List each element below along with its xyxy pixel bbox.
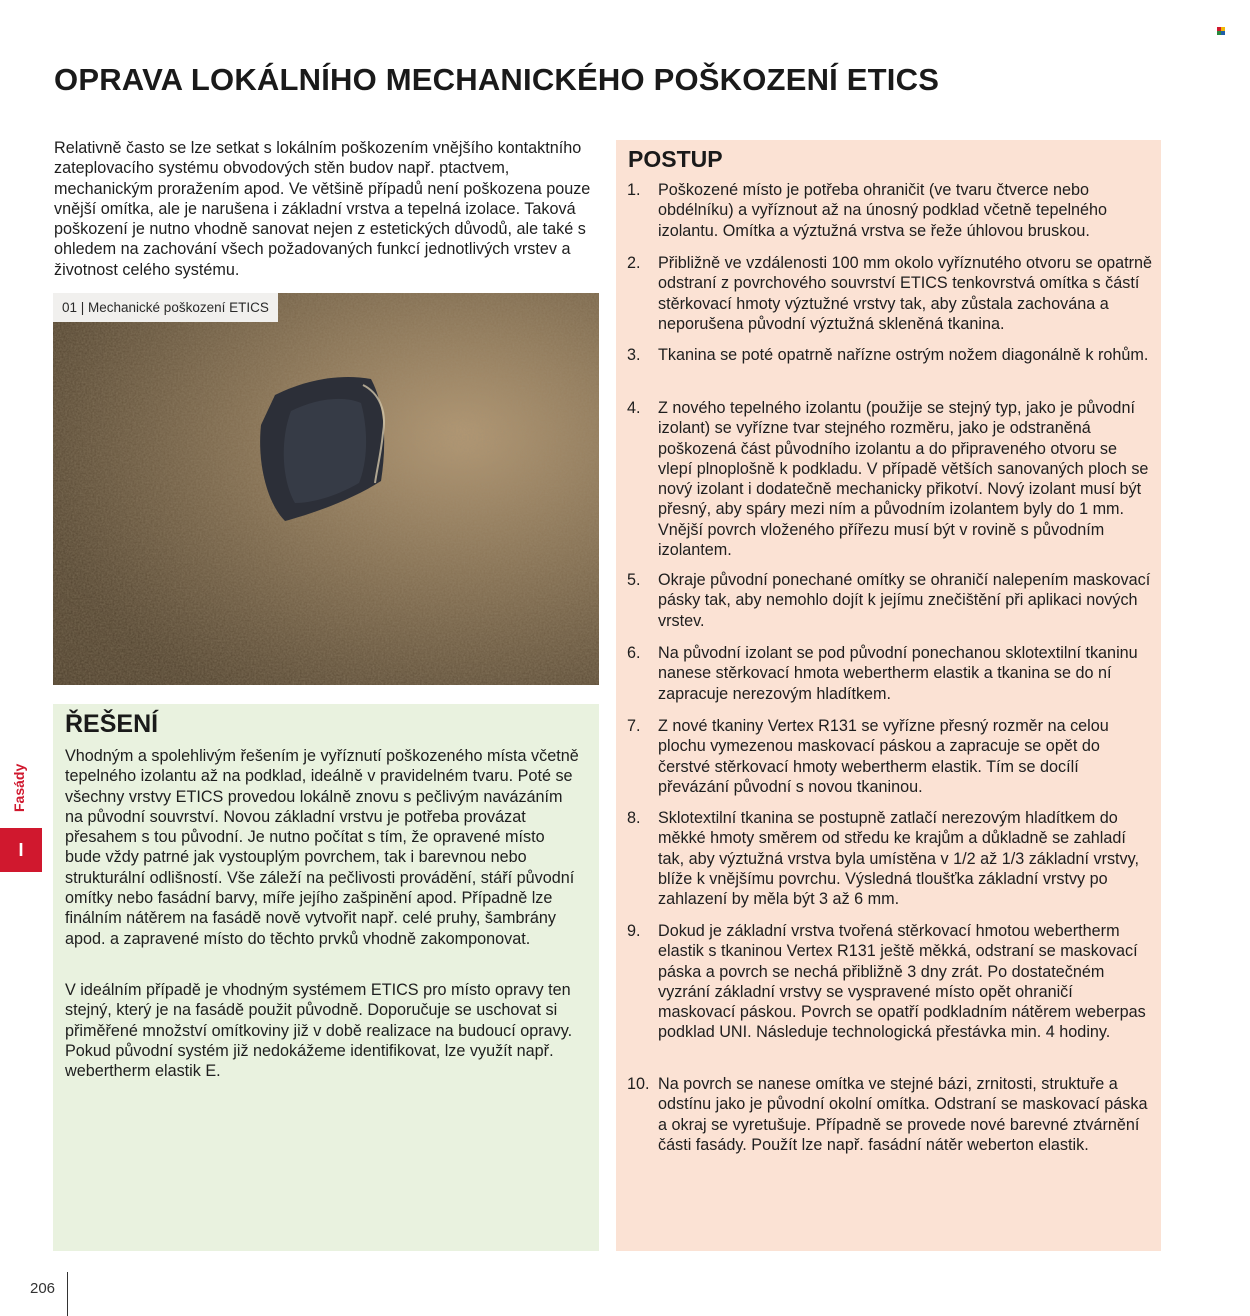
photo-caption: 01 | Mechanické poškození ETICS xyxy=(53,293,278,322)
step-number: 1. xyxy=(627,181,641,199)
step-number: 10. xyxy=(627,1075,650,1093)
reseni-paragraph-1: Vhodným a spolehlivým řešením je vyříznutí poškozeného místa včetně tepelného izolantu až na podklad, ideálně v pravidelném tvaru. Poté se všechny vrstvy ETICS provedou lokálně znovu s pečlivým navázáním na původní souvrství. Novou základní vrstvu je potřeba provázat přesahem s tou původní. Je nutno počítat s tím, že opravené místo bude vždy patrné jak vystouplým povrchem, tak i barevnou nebo strukturální odlišností. Vše záleží na pečlivosti provádění, stáří původní omítky nebo fasádní barvy, míře jejího zašpinění apod. Případně lze finálním nátěrem na fasádě nově vytvořit např. celé pruhy, šambrány apod. a zapravené místo do těchto prvků vhodně zakomponovat. xyxy=(65,747,579,948)
section-tab: I xyxy=(0,828,42,872)
step-text: Tkanina se poté opatrně nařízne ostrým nožem diagonálně k rohům. xyxy=(658,346,1149,364)
step-number: 7. xyxy=(627,717,641,735)
page-title: OPRAVA LOKÁLNÍHO MECHANICKÉHO POŠKOZENÍ ETICS xyxy=(54,62,940,97)
step-text: Poškozené místo je potřeba ohraničit (ve tvaru čtverce nebo obdélníku) a vyříznout až na únosný podklad včetně tepelného izolantu. Omítka a výztužná vrstva se řeže úhlovou bruskou. xyxy=(658,181,1108,240)
step-number: 5. xyxy=(627,571,641,589)
brand-logo-mark xyxy=(1217,27,1225,35)
step-text: Přibližně ve vzdálenosti 100 mm okolo vyříznutého otvoru se opatrně odstraní z povrchového souvrství ETICS tenkovrstvá omítka s částí stěrkovací hmoty výztužné vrstvy tak, aby zůstala zachována a neporušena původní výztužná skleněná tkanina. xyxy=(658,254,1152,333)
reseni-section xyxy=(53,704,599,1251)
step-text: Na povrch se nanese omítka ve stejné bázi, zrnitosti, struktuře a odstínu jako je původní okolní omítka. Odstraní se maskovací páska a okraj se vyretušuje. Případně se provede nové barevné ztvárnění části fasády. Použít lze např. fasádní nátěr weberton elastik. xyxy=(658,1075,1148,1154)
intro-paragraph: Relativně často se lze setkat s lokálním poškozením vnějšího kontaktního zateplovacího systému obvodových stěn budov např. ptactvem, mechanickým proražením apod. Ve většině případů není poškozena pouze vnější omítka, ale je narušena i základní vrstva a tepelná izolace. Taková poškození je nutno vhodně sanovat nejen z estetických důvodů, ale také s ohledem na zachování všech požadovaných funkcí jednotlivých vrstev a životnost celého systému. xyxy=(54,139,591,279)
step-number: 3. xyxy=(627,346,641,364)
step-text: Dokud je základní vrstva tvořená stěrkovací hmotou webertherm elastik s tkaninou Vertex R131 ještě měkká, odstraní se maskovací páska a povrch se nechá přibližně 3 dny zrát. Po dostatečném vyzrání základní vrstvy se vyspravené místo opět ohraničí maskovací páskou. Povrch se opatří podkladním nátěrem weberpas podklad UNI. Následuje technologická přestávka min. 4 hodiny. xyxy=(658,922,1146,1042)
step-number: 8. xyxy=(627,809,641,827)
step-text: Na původní izolant se pod původní ponechanou sklotextilní tkaninu nanese stěrkovací hmota webertherm elastik a tkanina se do ní zapracuje nerezovým hladítkem. xyxy=(658,644,1138,703)
reseni-heading: ŘEŠENÍ xyxy=(65,710,159,738)
step-number: 4. xyxy=(627,399,641,417)
page-number: 206 xyxy=(30,1280,56,1297)
step-text: Z nového tepelného izolantu (použije se stejný typ, jako je původní izolant) se vyřízne tvar stejného rozměru, jako je odstraněná poškozená část původního izolantu a do připraveného otvoru se vlepí plnoplošně k podkladu. V případě větších sanovaných ploch se nový izolant i dodatečně mechanicky přikotví. Nový izolant musí být přesný, aby spáry mezi ním a původním izolantem byly do 1 mm. Vnější povrch vloženého přířezu musí být v rovině s původním izolantem. xyxy=(658,399,1149,560)
step-number: 2. xyxy=(627,254,641,272)
step-number: 6. xyxy=(627,644,641,662)
postup-section xyxy=(616,140,1161,1251)
page-divider xyxy=(67,1272,68,1316)
postup-heading: POSTUP xyxy=(628,146,723,172)
damage-photo-image xyxy=(53,293,599,685)
damage-photo xyxy=(53,293,599,685)
section-side-label: Fasády xyxy=(11,763,27,812)
step-text: Z nové tkaniny Vertex R131 se vyřízne přesný rozměr na celou plochu vymezenou maskovací páskou a zapracuje se opět do čerstvé stěrkovací hmoty webertherm elastik. Tím se docílí převázání původní s novou tkaninou. xyxy=(658,717,1109,796)
reseni-paragraph-2: V ideálním případě je vhodným systémem ETICS pro místo opravy ten stejný, který je na fasádě použit původně. Doporučuje se uschovat si přiměřené množství omítkoviny již v době realizace na budoucí opravy. Pokud původní systém již nedokážeme identifikovat, lze využít např. webertherm elastik E. xyxy=(65,981,573,1081)
step-text: Sklotextilní tkanina se postupně zatlačí nerezovým hladítkem do měkké hmoty směrem od středu ke krajům a důkladně se zahladí tak, aby výztužná vrstva byla umístěna v 1/2 až 1/3 základní vrstvy, blíže k vnějšímu povrchu. Výsledná tloušťka základní vrstvy po zahlazení by měla být 3 až 6 mm. xyxy=(658,809,1140,909)
step-text: Okraje původní ponechané omítky se ohraničí nalepením maskovací pásky tak, aby nemohlo dojít k jejímu znečištění při aplikaci nových vrstev. xyxy=(658,571,1151,630)
step-number: 9. xyxy=(627,922,641,940)
